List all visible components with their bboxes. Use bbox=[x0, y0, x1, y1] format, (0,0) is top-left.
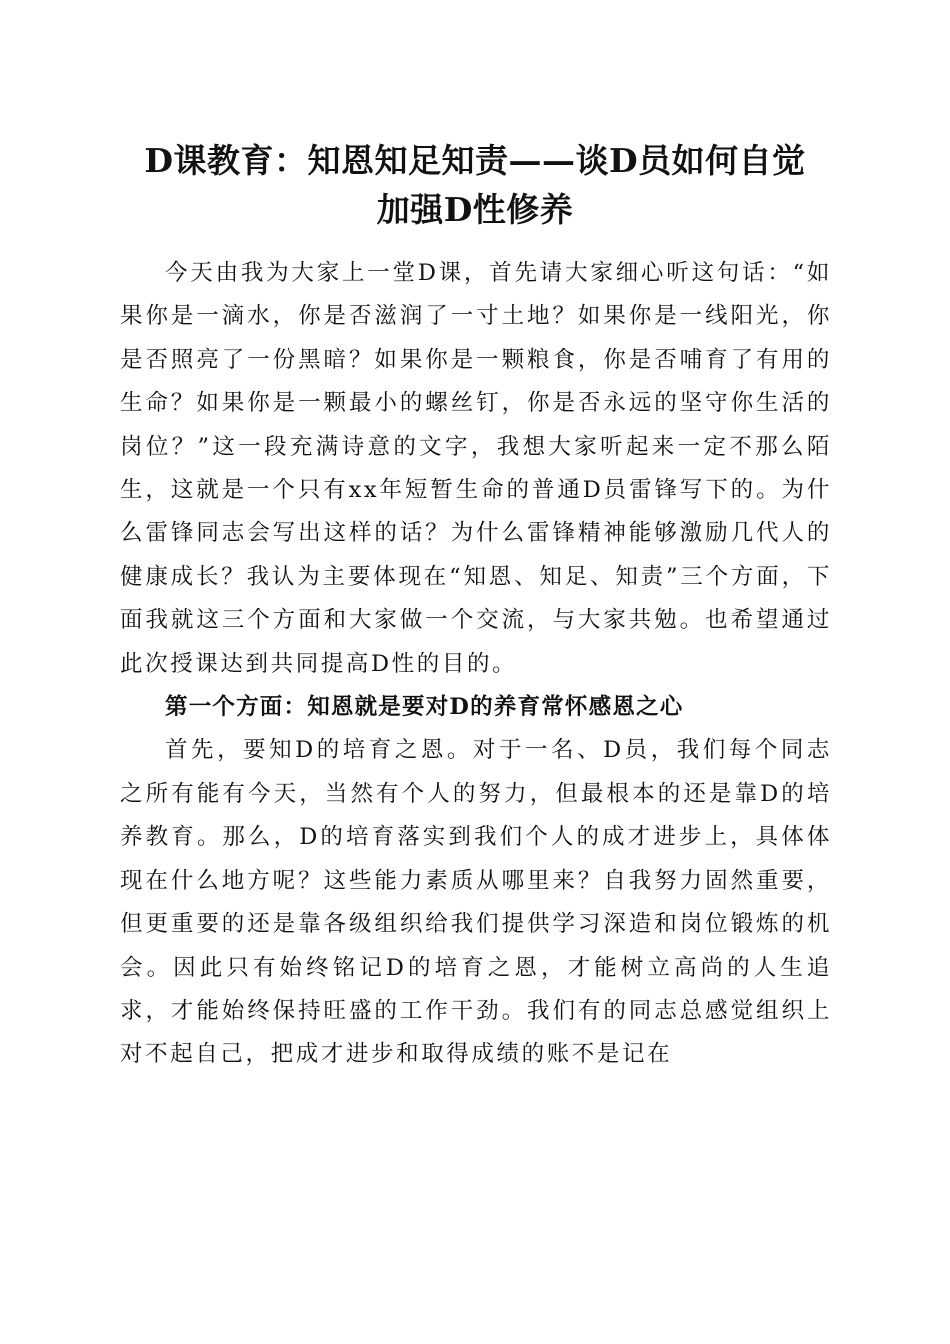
section-paragraph: 首先，要知D的培育之恩。对于一名、D员，我们每个同志之所有能有今天，当然有个人的努力，但最根本的还是靠D的培养教育。那么，D的培育落实到我们个人的成才进步上，具体体现在什么地方呢？这些能力素质从哪里来？自我努力固然重要，但更重要的还是靠各级组织给我们提供学习深造和岗位锻炼的机会。因此只有始终铭记D的培育之恩，才能树立高尚的人生追求，才能始终保持旺盛的工作干劲。我们有的同志总感觉组织上对不起自己，把成才进步和取得成绩的账不是记在 bbox=[120, 737, 832, 1068]
title-line-2: 加强D性修养 bbox=[376, 190, 574, 229]
title-line-1: D课教育：知恩知足知责——谈D员如何自觉 bbox=[144, 141, 806, 180]
section-heading: 第一个方面：知恩就是要对D的养育常怀感恩之心 bbox=[165, 694, 684, 721]
document-body bbox=[120, 252, 832, 1077]
document-title bbox=[110, 136, 840, 234]
intro-paragraph: 今天由我为大家上一堂D课，首先请大家细心听这句话：“如果你是一滴水，你是否滋润了一寸土地？如果你是一线阳光，你是否照亮了一份黑暗？如果你是一颗粮食，你是否哺育了有用的生命？如果你是一颗最小的螺丝钉，你是否永远的坚守你生活的岗位？”这一段充满诗意的文字，我想大家听起来一定不那么陌生，这就是一个只有xx年短暂生命的普通D员雷锋写下的。为什么雷锋同志会写出这样的话？为什么雷锋精神能够激励几代人的健康成长？我认为主要体现在“知恩、知足、知责”三个方面，下面我就这三个方面和大家做一个交流，与大家共勉。也希望通过此次授课达到共同提高D性的目的。 bbox=[120, 260, 832, 677]
